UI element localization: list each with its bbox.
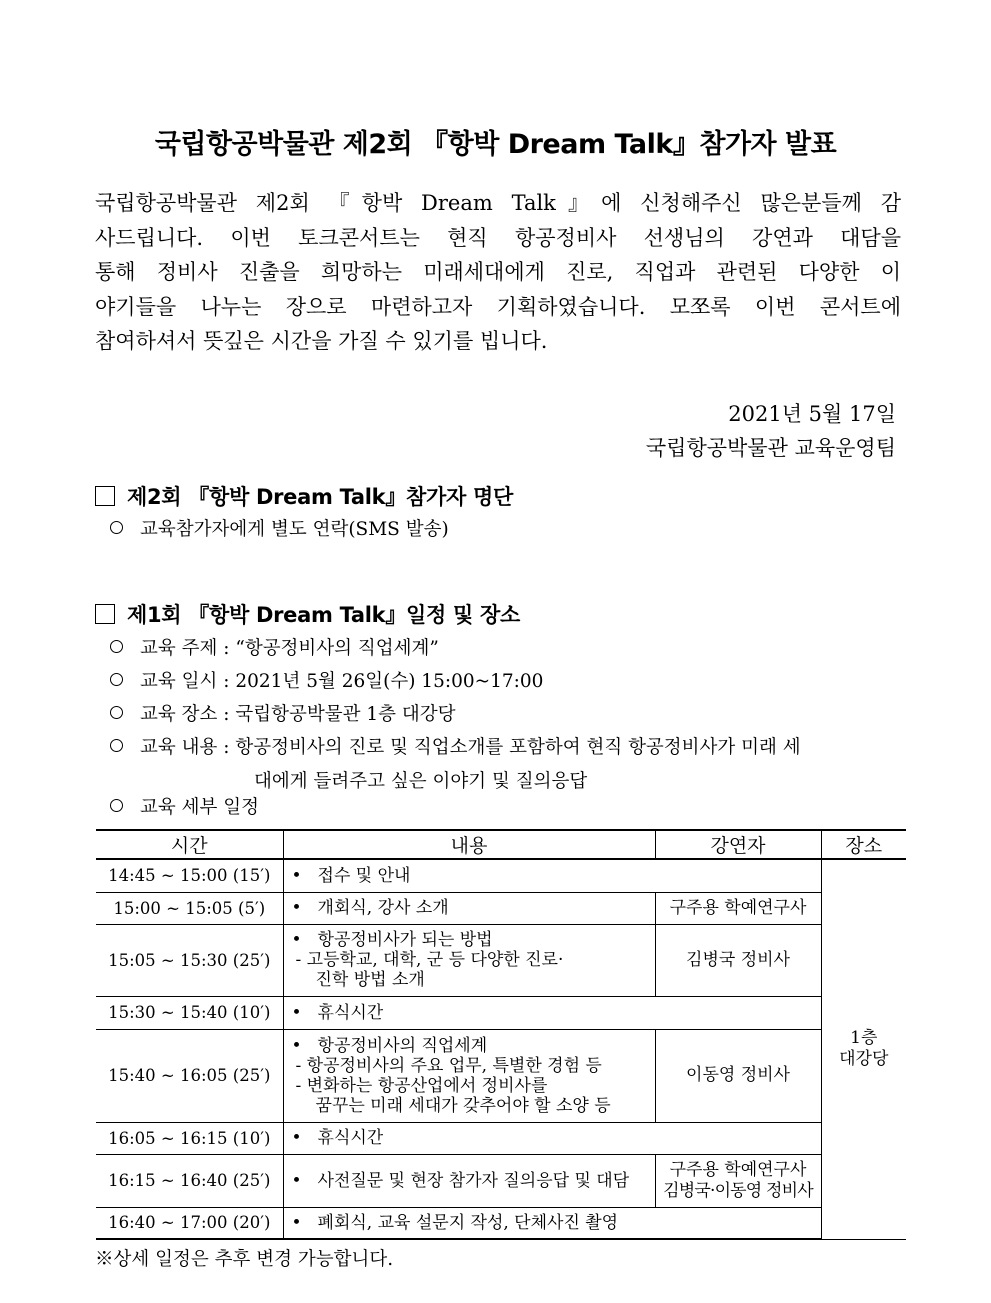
table-row [96,892,906,924]
content-continuation: 대에게 들려주고 싶은 이야기 및 질의응답 [254,771,588,792]
speaker-cell: 구주용 학예연구사 김병국·이동영 정비사 [655,1154,821,1207]
content-cell: • 개회식, 강사 소개 [283,892,655,924]
speaker-cell: 구주용 학예연구사 [655,892,821,924]
bullet-dot-icon: • [291,930,302,950]
time-cell: 15:05 ~ 15:30 (25′) [96,924,283,996]
content-cell: • 항공정비사가 되는 방법 - 고등학교, 대학, 군 등 다양한 진로· 진학 방법 소개 [283,924,655,996]
table-header-row [96,830,906,859]
place-cell: 1층 대강당 [821,859,906,1239]
table-row [96,1029,906,1122]
time-cell: 15:00 ~ 15:05 (5′) [96,892,283,924]
venue-bullet: 교육 장소 : 국립항공박물관 1층 대강당 [110,700,455,730]
page-title: 국립항공박물관 제2회 『항박 Dream Talk』참가자 발표 [154,129,837,160]
intro-line: 참여하셔서 뜻깊은 시간을 가질 수 있기를 빕니다. [95,329,548,353]
content-cell: • 항공정비사의 직업세계 - 항공정비사의 주요 업무, 특별한 경험 등 - 변화하는 항공산업에서 정비사를 꿈꾸는 미래 세대가 갖추어야 할 소양 등 [283,1029,655,1122]
content-bullet: 교육 내용 : 항공정비사의 진로 및 직업소개를 포함하여 현직 항공정비사가 미래 세 [110,733,801,763]
content-cell: • 접수 및 안내 [283,859,821,892]
speaker-cell: 이동영 정비사 [655,1029,821,1122]
table-row [96,1207,906,1239]
intro-line: 통해 정비사 진출을 희망하는 미래세대에게 진로, 직업과 관련된 다양한 이 [95,260,901,284]
intro-line: 야기들을 나누는 장으로 마련하고자 기획하였습니다. 모쪼록 이번 콘서트에 [95,294,901,319]
schedule-table [96,829,906,1240]
circle-bullet-icon [110,521,123,534]
section-heading-participants: 제2회 『항박 Dream Talk』참가자 명단 [95,481,513,511]
circle-bullet-icon [110,673,123,686]
time-cell: 15:30 ~ 15:40 (10′) [96,996,283,1029]
schedule-note: ※상세 일정은 추후 변경 가능합니다. [95,1249,394,1270]
speaker-cell: 김병국 정비사 [655,924,821,996]
content-cell: • 사전질문 및 현장 참가자 질의응답 및 대담 [283,1154,655,1207]
intro-line: 국립항공박물관 제2회 『항박 Dream Talk』에 신청해주신 많은분들께 감 [95,191,901,215]
header-content: 내용 [283,830,655,859]
table-row [96,859,906,892]
content-cell: • 폐회식, 교육 설문지 작성, 단체사진 촬영 [283,1207,821,1239]
detail-bullet: 교육 세부 일정 [110,793,259,823]
circle-bullet-icon [110,706,123,719]
header-place: 장소 [821,830,906,859]
time-cell: 16:15 ~ 16:40 (25′) [96,1154,283,1207]
table-row [96,1122,906,1154]
intro-line: 사드립니다. 이번 토크콘서트는 현직 항공정비사 선생님의 강연과 대담을 [95,225,901,250]
bullet-dot-icon: • [291,1002,302,1023]
time-cell: 14:45 ~ 15:00 (15′) [96,859,283,892]
bullet-dot-icon: • [291,898,302,918]
square-bullet-icon [95,486,115,506]
announcement-team: 국립항공박물관 교육운영팀 [645,436,896,460]
bullet-dot-icon: • [291,1212,302,1233]
content-cell: • 휴식시간 [283,1122,821,1154]
time-cell: 15:40 ~ 16:05 (25′) [96,1029,283,1122]
announcement-date: 2021년 5월 17일 [728,402,896,426]
circle-bullet-icon [110,799,123,812]
datetime-bullet: 교육 일시 : 2021년 5월 26일(수) 15:00~17:00 [110,667,543,697]
circle-bullet-icon [110,739,123,752]
participants-bullet: 교육참가자에게 별도 연락(SMS 발송) [110,515,449,545]
bullet-dot-icon: • [291,865,302,886]
header-time: 시간 [96,830,283,859]
bullet-dot-icon: • [291,1170,302,1191]
time-cell: 16:40 ~ 17:00 (20′) [96,1207,283,1239]
table-row [96,996,906,1029]
circle-bullet-icon [110,640,123,653]
table-row [96,1154,906,1207]
time-cell: 16:05 ~ 16:15 (10′) [96,1122,283,1154]
topic-bullet: 교육 주제 : “항공정비사의 직업세계” [110,634,439,664]
section-heading-schedule: 제1회 『항박 Dream Talk』일정 및 장소 [95,599,520,629]
bullet-dot-icon: • [291,1035,302,1056]
header-speaker: 강연자 [655,830,821,859]
bullet-dot-icon: • [291,1128,302,1148]
table-row [96,924,906,996]
square-bullet-icon [95,604,115,624]
content-cell: • 휴식시간 [283,996,821,1029]
intro-paragraph [95,186,901,359]
